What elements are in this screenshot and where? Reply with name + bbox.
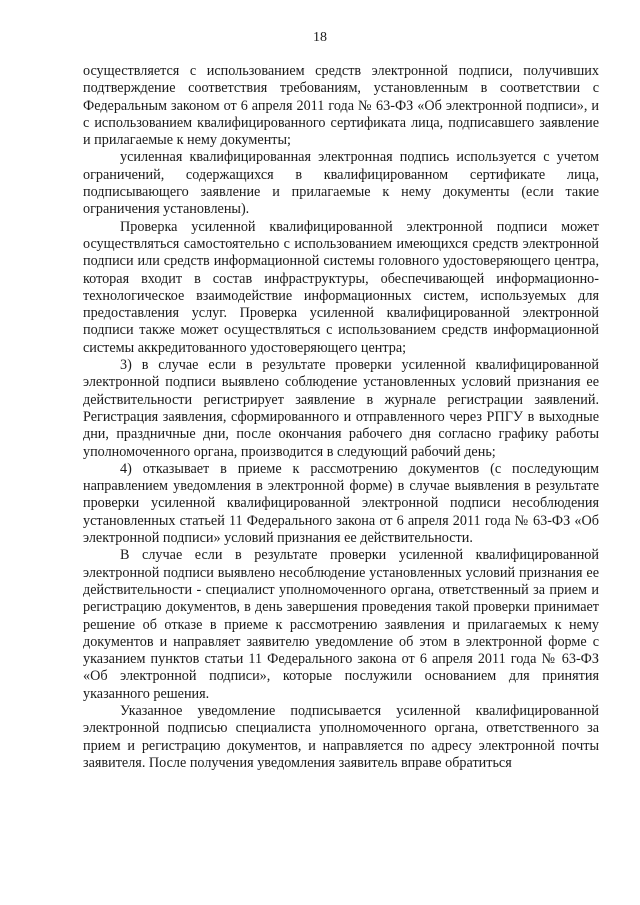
paragraph-item-3-registration: 3) в случае если в результате проверки усиленной квалифицированной электронной подписи выявлено соблюдение установленных условий признания ее действительности регистрирует заявление в журнале регистрации заявлений. Регистрация заявления, сформированного и отправленного через РПГУ в выходные дни, праздничные дни, после окончания рабочего дня согласно графику работы уполномоченного органа, производится в следующий рабочий день; — [83, 357, 599, 460]
paragraph-noncompliance-case: В случае если в результате проверки усиленной квалифицированной электронной подписи выявлено несоблюдение установленных условий признания ее действительности - специалист уполномоченного органа, ответственный за прием и регистрацию документов, в день завершения проведения такой проверки принимает решение об отказе в приеме к рассмотрению заявления и прилагаемых к нему документов и направляет заявителю уведомление об этом в электронной форме с указанием пунктов статьи 11 Федерального закона от 6 апреля 2011 года № 63-ФЗ «Об электронной подписи», которые послужили основанием для принятия указанного решения. — [83, 547, 599, 702]
document-body — [83, 63, 599, 772]
page-number: 18 — [313, 30, 327, 45]
paragraph-signature-restrictions: усиленная квалифицированная электронная подпись используется с учетом ограничений, содержащихся в квалифицированном сертификате лица, подписывающего заявление и прилагаемые к нему документы (если такие ограничения установлены). — [83, 149, 599, 218]
paragraph-item-4-refusal: 4) отказывает в приеме к рассмотрению документов (с последующим направлением уведомления в электронной форме) в случае выявления в результате проверки усиленной квалифицированной электронной подписи несоблюдения установленных статьей 11 Федерального закона от 6 апреля 2011 года № 63-ФЗ «Об электронной подписи» условий признания ее действительности. — [83, 460, 599, 547]
paragraph-signature-verification: Проверка усиленной квалифицированной электронной подписи может осуществляться самостоятельно с использованием имеющихся средств электронной подписи или средств информационной системы головного удостоверяющего центра, которая входит в состав инфраструктуры, обеспечивающей информационно-технологическое взаимодействие информационных систем, используемых для предоставления услуг. Проверка усиленной квалифицированной электронной подписи также может осуществляться с использованием средств информационной системы аккредитованного удостоверяющего центра; — [83, 218, 599, 356]
paragraph-continuation: осуществляется с использованием средств электронной подписи, получивших подтверждение соответствия требованиям, установленным в соответствии с Федеральным законом от 6 апреля 2011 года № 63-ФЗ «Об электронной подписи», и с использованием квалифицированного сертификата лица, подписавшего заявление и прилагаемые к нему документы; — [83, 63, 599, 149]
paragraph-notification: Указанное уведомление подписывается усиленной квалифицированной электронной подписью специалиста уполномоченного органа, ответственного за прием и регистрацию документов, и направляется по адресу электронной почты заявителя. После получения уведомления заявитель вправе обратиться — [83, 702, 599, 771]
